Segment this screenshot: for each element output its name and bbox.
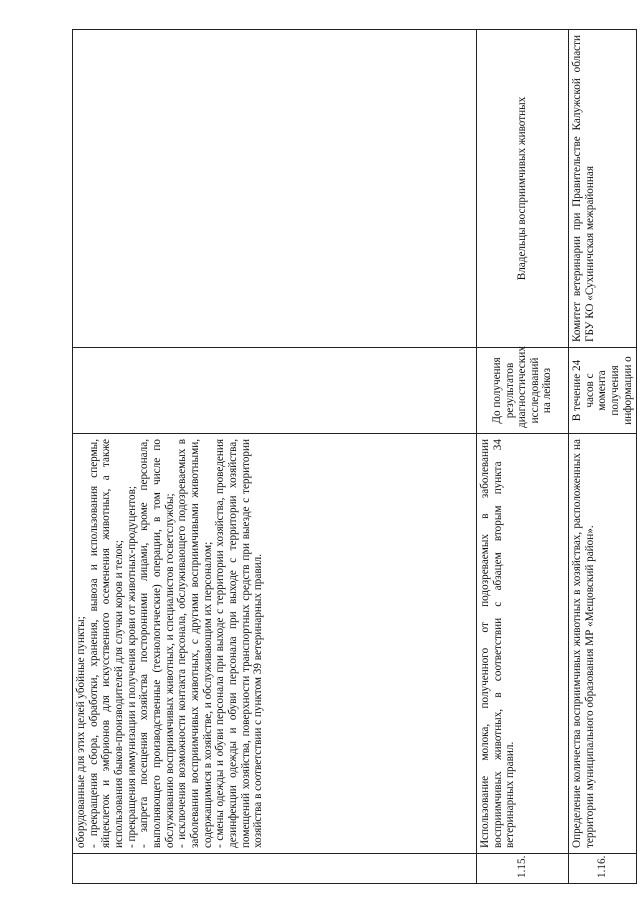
term-cell (73, 348, 477, 434)
responsible-cell: Владельцы восприимчивых животных (477, 30, 569, 348)
action-cell (477, 434, 569, 854)
action-line: - исключения возможности контакта персонала, обслуживающего подозреваемых в заболевании восприимчивых животных, с другими восприимчивыми животными, содержащимися в хозяйстве, и обслуживающим их персоналом; (176, 439, 214, 848)
action-cell (569, 434, 637, 854)
row-number: 1.16. (569, 854, 637, 884)
action-line: - прекращения сбора, обработки, хранения, вывоза и использования спермы, яйцеклеток и эмбрионов для искусственного осеменения животных, а также использования быков-производителей для случки коров и телок; (87, 439, 125, 848)
row-number (73, 854, 477, 884)
term-cell: В течение 24 часов с момента получения информации о (569, 348, 637, 434)
table-row (477, 30, 569, 884)
rotated-page (72, 30, 634, 884)
action-line: оборудованные для этих целей убойные пункты; (75, 616, 87, 848)
action-line: Определение количества восприимчивых животных в хозяйствах, расположенных на территории муниципального образования МР «Мещовский район». (571, 439, 596, 848)
action-cell (73, 434, 477, 854)
action-line: - смены одежды и обуви персонала при выходе с территории хозяйства, проведения дезинфекции одежды и обуви персонала при выходе с территории хозяйства, помещений хозяйства, поверхности транспортных средств при выезде с территории хозяйства в соответствии с пунктом 39 ветеринарных правил. (214, 439, 265, 848)
action-line: - прекращения иммунизации и получения крови от животных-продуцентов; (125, 485, 138, 848)
measures-table (72, 29, 637, 884)
row-number: 1.15. (477, 854, 569, 884)
term-cell: До получения результатов диагностических исследований на лейкоз (477, 348, 569, 434)
action-line: Использование молока, полученного от подозреваемых в заболевании восприимчивых животных, в соответствии с абзацем вторым пункта 34 ветеринарных правил. (479, 439, 517, 848)
table-row (569, 30, 637, 884)
responsible-cell (73, 30, 477, 348)
responsible-cell: Комитет ветеринарии при Правительстве Калужской области ГБУ КО «Сухиничская межрайонная (569, 30, 637, 348)
action-line: - запрета посещения хозяйства посторонними лицами, кроме персонала, выполняющего производственные (технологические) операции, в том числе по обслуживанию восприимчивых животных, и специалистов госветслужбы; (138, 439, 176, 848)
table-row (73, 30, 477, 884)
